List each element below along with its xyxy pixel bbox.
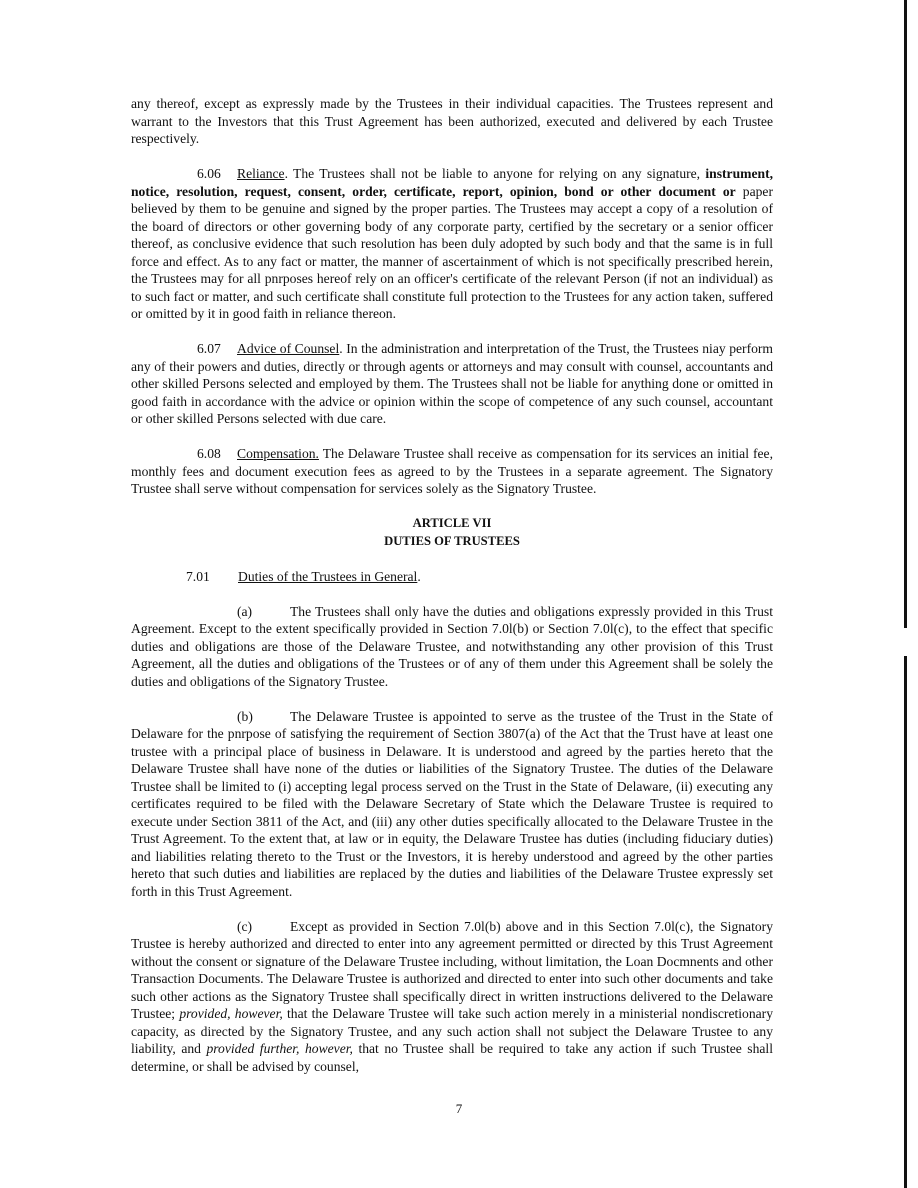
- section-title: Compensation.: [237, 446, 319, 461]
- paragraph-body: The Trustees shall only have the duties and obligations expressly provided in this Trust Agreement. Except to the extent specifically provided in Section 7.0l(b) or Section 7.0l(c), to the effect that specific duties and obligations are those of the Delaware Trustee, and notwithstanding any other provision of this Trust Agreement, all the duties and obligations of the Trustees or of any of them under this Agreement shall be solely the duties and obligations of the Signatory Trustee.: [131, 603, 773, 689]
- paragraph-body-part: Except as provided in Section 7.0l(b) above and in this Section 7.0l(c), the Signatory Trustee is hereby authorized and directed to enter into any agreement permitted or directed by this Trust Agreement without the consent or signature of the Delaware Trustee including, without limitation, the Loan Docmnents and other Transaction Documents. The Delaware Trustee is authorized and directed to enter into such other documents and take such other actions as the Signatory Trustee shall specifically direct in written instructions delivered to the Delaware Trustee;: [131, 918, 773, 1021]
- section-6-06: [131, 165, 773, 323]
- page-number: 7: [455, 1101, 463, 1116]
- continuation-text: any thereof, except as expressly made by the Trustees in their individual capacities. The Trustees represent and warrant to the Investors that this Trust Agreement has been authorized, executed and delivered by each Trustee respectively.: [131, 96, 773, 146]
- section-number: 6.06: [197, 166, 221, 181]
- section-number: 6.07: [197, 341, 221, 356]
- section-6-08: [131, 445, 773, 498]
- section-title: Reliance: [237, 166, 285, 181]
- paragraph-italic-proviso: provided, however,: [179, 1006, 283, 1021]
- article-heading: [131, 515, 773, 550]
- section-7-01-heading: [186, 568, 773, 586]
- paragraph-a: [131, 603, 773, 691]
- continuation-paragraph: [131, 95, 773, 148]
- section-title: Duties of the Trustees in General: [238, 568, 418, 584]
- section-bold-text: instrument, notice, resolution, request, consent, order, certificate, report, opinion, bond or other document or: [131, 166, 773, 199]
- paragraph-c: [131, 918, 773, 1076]
- paragraph-label: (b): [237, 708, 253, 724]
- paragraph-body-part: that the Delaware Trustee will take such action merely in a ministerial nondiscretionary capacity, as directed by the Signatory Trustee, and any such action shall not subject the Delaware Trustee to any liability, and: [131, 1006, 773, 1056]
- section-title-suffix: .: [417, 568, 421, 584]
- paragraph-label: (a): [237, 603, 253, 619]
- section-number: 6.08: [197, 446, 221, 461]
- article-number: ARTICLE VII: [412, 516, 492, 530]
- scan-edge-line-top: [904, 0, 907, 628]
- section-title: Advice of Counsel: [237, 341, 340, 356]
- section-number: 7.01: [186, 568, 210, 584]
- section-body: The Delaware Trustee shall receive as compensation for its services an initial fee, monthly fees and document execution fees as agreed to by the Trustees in a separate agreement. The Signatory Trustee shall serve without compensation for services solely as the Signatory Trustee.: [131, 446, 773, 496]
- section-body: paper believed by them to be genuine and signed by the proper parties. The Trustees may accept a copy of a resolution of the board of directors or other governing body of any corporate party, certified by the secretary or a senior officer thereof, as conclusive evidence that such resolution has been duly adopted by such body and that the same is in full force and effect. As to any fact or matter, the manner of ascertainment of which is not specifically prescribed herein, the Trustees may for all pnrposes hereof rely on an officer's certificate of the relevant Person (if not an individual) as to such fact or matter, and such certificate shall constitute full protection to the Trustees for any action taken, suffered or omitted by it in good faith in reliance thereon.: [131, 183, 773, 321]
- paragraph-body: The Delaware Trustee is appointed to serve as the trustee of the Trust in the State of Delaware for the pnrpose of satisfying the requirement of Section 3807(a) of the Act that the Trust have at least one trustee with a principal place of business in Delaware. It is understood and agreed by the parties hereto that the Delaware Trustee shall have none of the duties or liabilities of the Signatory Trustee. The duties of the Delaware Trustee shall be limited to (i) accepting legal process served on the Trust in the State of Delaware, (ii) executing any certificates required to be filed with the Delaware Secretary of State which the Delaware Trustee is required to execute under Section 3811 of the Act, and (iii) any other duties specifically allocated to the Delaware Trustee in the Trust Agreement. To the extent that, at law or in equity, the Delaware Trustee has duties (including fiduciary duties) and liabilities relating thereto to the Trust or the Investors, it is hereby understood and agreed by the other parties hereto that such duties and liabilities are replaced by the duties and liabilities of the Delaware Trustee expressly set forth in this Trust Agreement.: [131, 708, 773, 899]
- paragraph-italic-proviso: provided further, however,: [206, 1041, 353, 1056]
- section-lead: . The Trustees shall not be liable to anyone for relying on any signature,: [284, 166, 706, 181]
- paragraph-body-part: that no Trustee shall be required to take any action if such Trustee shall determine, or shall be advised by counsel,: [131, 1041, 773, 1074]
- document-page: [131, 95, 773, 1075]
- section-body: . In the administration and interpretation of the Trust, the Trustees niay perform any of their powers and duties, directly or through agents or attorneys and may consult with counsel, accountants and other skilled Persons selected and employed by them. The Trustees shall not be liable for anything done or omitted in good faith in accordance with the advice or opinion within the scope of competence of any such counsel, accountant or other skilled Persons selected with due care.: [131, 341, 773, 426]
- paragraph-label: (c): [237, 918, 253, 934]
- article-title: DUTIES OF TRUSTEES: [384, 533, 520, 548]
- paragraph-b: [131, 708, 773, 901]
- section-6-07: [131, 340, 773, 428]
